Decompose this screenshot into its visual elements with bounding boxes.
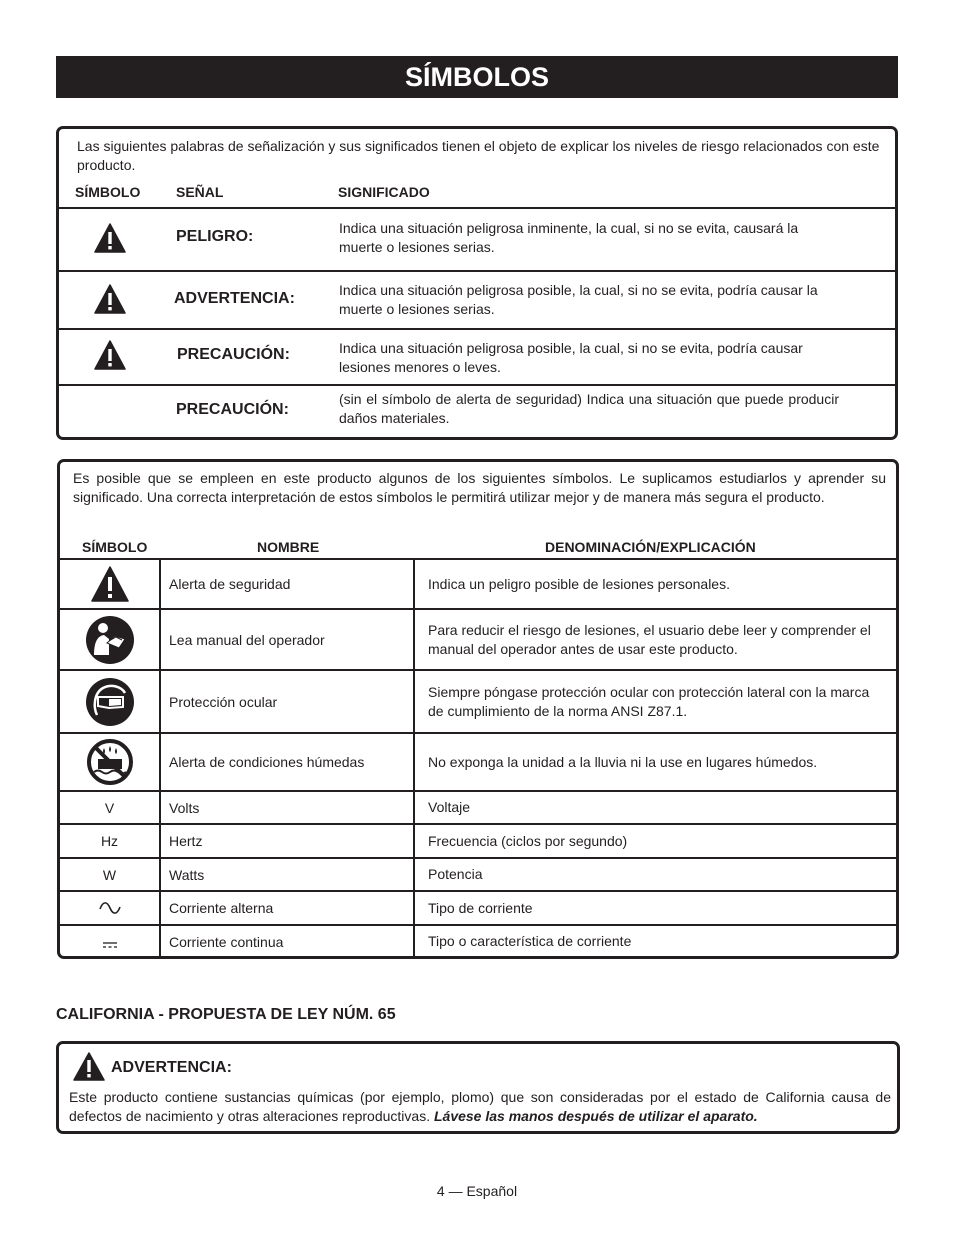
symbols-box (57, 459, 899, 959)
explanation-cell: Tipo de corriente (428, 899, 533, 916)
table-row (60, 924, 896, 957)
symbol-cell (60, 926, 161, 957)
name-cell: Corriente continua (161, 926, 415, 957)
signal-row-precaucion (59, 328, 895, 384)
symbol-cell (60, 610, 161, 669)
page-title: SÍMBOLOS (56, 56, 898, 98)
signal-word: PRECAUCIÓN: (176, 401, 289, 418)
symbol-cell: Hz (60, 825, 161, 857)
table-row (60, 890, 896, 924)
name-cell: Alerta de condiciones húmedas (161, 734, 415, 790)
name-cell: Watts (161, 859, 415, 890)
warning-emphasis: Lávese las manos después de utilizar el aparato. (433, 1108, 758, 1124)
page-footer: 4 — Español (436, 1183, 518, 1199)
warning-triangle-icon (94, 223, 126, 253)
name-cell: Volts (161, 792, 415, 823)
name-cell: Lea manual del operador (161, 610, 415, 669)
name-cell: Corriente alterna (161, 892, 415, 924)
explanation-cell: Voltaje (428, 799, 471, 815)
california-warning-box (56, 1041, 900, 1134)
eye-protection-icon (85, 677, 135, 727)
signal-meaning: (sin el símbolo de alerta de seguridad) Indica una situación que puede producir daños materiales. (339, 391, 839, 426)
symbols-table (60, 558, 896, 957)
table-row (60, 558, 896, 608)
table-row (60, 857, 896, 890)
warning-label: ADVERTENCIA: (111, 1059, 232, 1076)
wet-conditions-icon (86, 738, 134, 786)
signal-meaning: Indica una situación peligrosa inminente, la cual, si no se evita, causará la muerte o lesiones serias. (339, 220, 799, 255)
header-explanation: DENOMINACIÓN/EXPLICACIÓN (545, 539, 756, 555)
explanation-cell: Siempre póngase protección ocular con protección lateral con la marca de cumplimiento de la norma ANSI Z87.1. (428, 683, 870, 719)
symbol-cell: W (60, 859, 161, 890)
signal-word: ADVERTENCIA: (174, 290, 295, 307)
direct-current-icon (102, 941, 118, 949)
warning-triangle-icon (73, 1052, 105, 1081)
table-row (60, 732, 896, 790)
signal-word: PRECAUCIÓN: (177, 346, 290, 363)
signal-row-precaucion-no-symbol (59, 384, 895, 437)
name-cell: Alerta de seguridad (161, 560, 415, 608)
symbol-cell (60, 892, 161, 924)
california-warning-text (69, 1088, 891, 1126)
signal-row-advertencia (59, 270, 895, 328)
header-symbol: SÍMBOLO (75, 184, 141, 200)
symbol-cell: V (60, 792, 161, 823)
signal-row-peligro (59, 207, 895, 270)
explanation-cell: Potencia (428, 866, 483, 882)
california-heading: CALIFORNIA - PROPUESTA DE LEY NÚM. 65 (56, 1006, 396, 1023)
explanation-cell: Frecuencia (ciclos por segundo) (428, 832, 628, 849)
table-row (60, 608, 896, 669)
signal-words-box (56, 126, 898, 440)
table-row (60, 790, 896, 823)
header-name: NOMBRE (257, 539, 320, 555)
signal-meaning: Indica una situación peligrosa posible, la cual, si no se evita, podría causar la muerte o lesiones serias. (339, 282, 818, 317)
explanation-cell: No exponga la unidad a la lluvia ni la use en lugares húmedos. (428, 753, 818, 770)
header-symbol: SÍMBOLO (82, 539, 148, 555)
explanation-cell: Para reducir el riesgo de lesiones, el usuario debe leer y comprender el manual del operador antes de usar este producto. (428, 621, 871, 657)
safety-alert-icon (91, 566, 129, 602)
warning-body: Este producto contiene sustancias químicas (por ejemplo, plomo) que son consideradas por el estado de California causa de defectos de nacimiento y otras alteraciones reproductivas. (69, 1089, 891, 1124)
symbol-cell (60, 560, 161, 608)
table-row (60, 669, 896, 732)
header-signal: SEÑAL (176, 184, 224, 200)
header-meaning: SIGNIFICADO (338, 184, 430, 200)
symbols-intro: Es posible que se empleen en este producto algunos de los siguientes símbolos. Le suplicamos estudiarlos y aprender su significado. Una correcta interpretación de estos símbolos le permitirá utilizar mejor y de manera más segura el producto. (73, 470, 886, 505)
read-manual-icon (85, 615, 135, 665)
explanation-cell: Indica un peligro posible de lesiones personales. (428, 575, 730, 592)
warning-triangle-icon (94, 284, 126, 314)
signal-words-intro: Las siguientes palabras de señalización y sus significados tienen el objeto de explicar los niveles de riesgo relacionados con este producto. (77, 138, 880, 173)
signal-meaning: Indica una situación peligrosa posible, la cual, si no se evita, podría causar lesiones menores o leves. (339, 340, 803, 375)
symbol-cell (60, 671, 161, 732)
name-cell: Hertz (161, 825, 415, 857)
name-cell: Protección ocular (161, 671, 415, 732)
symbol-cell (60, 734, 161, 790)
explanation-cell: Tipo o característica de corriente (428, 933, 632, 949)
table-row (60, 823, 896, 857)
alternating-current-icon (99, 902, 121, 914)
warning-triangle-icon (94, 340, 126, 370)
signal-word: PELIGRO: (176, 228, 254, 245)
